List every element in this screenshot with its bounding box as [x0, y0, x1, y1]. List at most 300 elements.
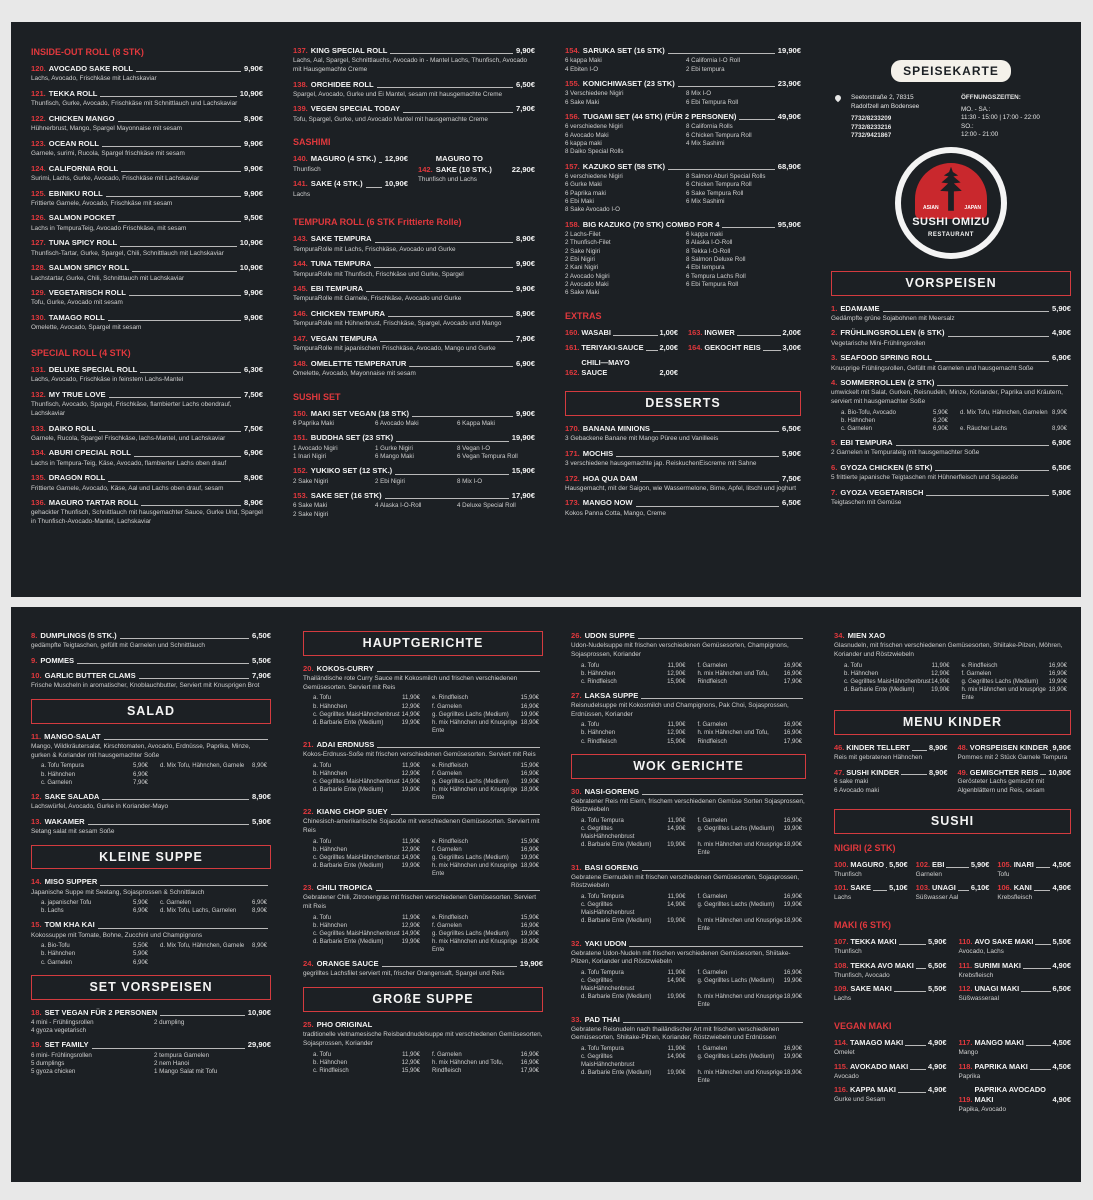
menu-item: [565, 358, 678, 378]
item-description: gedämpfte Teigtaschen, gefüllt mit Garnelen und Schnittlauch: [31, 642, 205, 650]
item-price: 4,90€: [928, 1085, 947, 1095]
item-number: 134.: [31, 448, 46, 458]
item-name: ABURI CPECIAL ROLL: [48, 448, 131, 458]
item-price: 4,90€: [1051, 328, 1071, 338]
item-number: 5.: [831, 438, 838, 448]
price-leader: [136, 71, 241, 72]
option-name: c. Gegrilltes MaisHähnchenbrust: [313, 711, 400, 718]
price-leader: [910, 1069, 926, 1070]
option-name: a. Tofu Tempura: [581, 970, 624, 977]
item-name: LAKSA SUPPE: [584, 690, 639, 700]
item-description: Süßwasser Aal: [915, 894, 959, 902]
item-price: 5,90€: [1051, 303, 1071, 313]
item-name: SET FAMILY: [44, 1040, 89, 1050]
option-price: 17,90€: [783, 738, 802, 745]
item-options: [581, 893, 806, 933]
item-description: umwickelt mit Salat, Gurken, Reisnudeln, Minze, Koriander, Paprika und Kräutern, serviert mit hausgemachter Soße: [831, 389, 1063, 406]
phone-numbers: 7732/8233209 7732/8233216 7732/9421867: [851, 115, 892, 140]
item-price: 5,90€: [781, 448, 801, 458]
item-header: [293, 259, 535, 269]
menu-item: [418, 154, 535, 199]
item-header: [31, 920, 271, 930]
item-name: WASABI: [581, 327, 611, 337]
item-number: 154.: [565, 46, 580, 55]
contents-right: 8 California Rolls 6 Chicken Tempura Roll 4 Mix Sashimi: [686, 123, 752, 147]
menu-item: [293, 104, 535, 124]
item-number: 108.: [834, 960, 849, 970]
option-row: [432, 862, 543, 878]
item-price: 5,90€: [1051, 487, 1071, 497]
item-name: SAKE SET (16 STK): [310, 491, 382, 501]
option-price: 18,90€: [783, 1070, 802, 1077]
item-header: [31, 877, 271, 887]
option-price: 16,90€: [783, 894, 802, 901]
item-name: CHICKEN MANGO: [48, 113, 115, 123]
option-price: 19,90€: [667, 1070, 686, 1077]
option-row: [581, 977, 690, 993]
column-hauptgerichte: [283, 607, 553, 1182]
option-name: f. Garnelen: [432, 703, 462, 710]
contents-cell: 2 Sake Nigiri: [293, 477, 329, 485]
item-header: [831, 488, 1071, 498]
item-options: [844, 662, 1071, 702]
option-name: c. Gegrilltes MaisHähnchenbrust: [313, 930, 400, 937]
item-name: VORSPEISEN KINDER: [969, 742, 1049, 752]
option-row: [160, 907, 271, 915]
option-row: [581, 817, 690, 825]
menu-item: [31, 365, 263, 385]
item-name: SURIMI MAKI: [974, 960, 1021, 970]
item-number: 24.: [303, 959, 314, 969]
column-inside-out-special: [11, 22, 273, 597]
option-name: h. mix Hähnchen und Knusprige Ente: [432, 719, 518, 734]
option-price: 19,90€: [401, 863, 420, 870]
option-row: [313, 1059, 424, 1067]
item-price: 7,90€: [515, 104, 535, 114]
price-leader: [873, 890, 887, 891]
menu-item: [571, 863, 806, 934]
item-header: [31, 288, 263, 298]
section-title: EXTRAS: [565, 310, 602, 321]
item-number: 111.: [958, 960, 973, 970]
option-name: f. Garnelen: [697, 818, 728, 825]
item-number: 105.: [997, 859, 1012, 869]
item-description: Lachs, Aal, Spargel, Schnittlauchs, Avocado in - Mantel Lachs, Thunfisch, Avocado mit Hausgemachte Creme: [293, 57, 528, 73]
contents-cell: 1 Avocado Nigiri 1 Inari Nigiri: [293, 444, 338, 461]
option-name: c. Rindfleisch: [581, 738, 617, 745]
option-price: 15,90€: [520, 762, 539, 769]
option-price: 19,90€: [667, 918, 686, 925]
item-number: 128.: [31, 263, 46, 273]
item-options: [313, 762, 543, 802]
menu-item: [565, 343, 678, 353]
option-row: [160, 771, 271, 779]
item-header: [565, 474, 801, 484]
item-price: 8,90€: [243, 113, 263, 123]
option-row: [844, 686, 954, 702]
option-row: [581, 993, 690, 1009]
price-leader: [894, 991, 926, 992]
option-row: [698, 721, 807, 729]
option-name: h. mix Hähnchen und Knusprige Ente: [432, 787, 518, 802]
option-name: c. Gegrilltes MaisHähnchenbrust: [313, 854, 400, 861]
item-number: 160.: [565, 327, 580, 337]
option-price: 16,90€: [783, 662, 802, 669]
menu-item: [834, 1038, 947, 1058]
item-number: 120.: [31, 64, 46, 74]
price-leader: [948, 336, 1049, 337]
option-row: [581, 721, 690, 729]
menu-item: [303, 1020, 543, 1075]
salad-list: [31, 732, 271, 837]
price-leader: [899, 944, 926, 945]
menu-item: [834, 743, 948, 763]
item-header: [293, 284, 535, 294]
option-price: 8,90€: [1051, 425, 1067, 432]
item-header: [959, 961, 1072, 971]
option-name: f. Garnelen: [432, 1051, 462, 1058]
item-header: [293, 491, 535, 501]
price-leader: [641, 698, 803, 699]
item-name: VEGEN SPECIAL TODAY: [310, 104, 401, 114]
item-name: DUMPLINGS (5 STK.): [40, 631, 117, 640]
item-description: Thunfisch und Lachs: [417, 175, 477, 183]
item-number: 100.: [834, 859, 849, 869]
section-title: SASHIMI: [293, 137, 331, 148]
nigiri-list: [834, 860, 1071, 907]
option-row: [581, 917, 690, 933]
logo-name: SUSHI OMIZU: [912, 215, 990, 228]
item-description: Omelette, Avocado, Spargel mit sesam: [31, 324, 142, 332]
price-leader: [382, 966, 517, 967]
item-price: 15,90€: [511, 466, 535, 476]
item-number: 102.: [915, 859, 931, 869]
option-price: 11,90€: [402, 1051, 420, 1058]
item-header: [959, 937, 1072, 947]
item-description: Tofu, Gurke, Avocado mit sesam: [31, 299, 123, 307]
option-name: g. Gegrilltes Lachs (Medium): [697, 902, 775, 909]
price-leader: [642, 794, 803, 795]
item-name: TEKKA MAKI: [850, 937, 897, 947]
price-leader: [613, 335, 658, 336]
item-price: 10,90€: [239, 238, 263, 248]
price-leader: [640, 481, 779, 482]
item-header: [293, 234, 535, 244]
item-header: [303, 664, 543, 674]
item-price: 7,50€: [781, 473, 801, 483]
item-description: Thunfisch: [834, 870, 862, 878]
item-header: [31, 238, 263, 248]
option-row: [41, 959, 152, 967]
item-description: Reisnudelsuppe mit Kokosmilch und Champignons, Pak Choi, Sojasprossen, Erdnüssen, Koriander: [571, 702, 789, 718]
menu-item: [303, 959, 543, 979]
menu-item: [303, 807, 543, 878]
item-name: TUNA SPICY ROLL: [48, 238, 118, 248]
item-header: [31, 448, 263, 458]
option-price: 12,90€: [401, 770, 420, 777]
item-name: CALIFORNIA ROLL: [48, 163, 119, 173]
price-leader: [100, 96, 236, 97]
price-leader: [623, 1022, 803, 1023]
item-price: 8,90€: [929, 767, 948, 777]
option-price: 16,90€: [783, 722, 802, 729]
item-number: 49.: [957, 767, 968, 777]
option-row: [581, 825, 690, 841]
price-leader: [1034, 890, 1051, 891]
contents-cell: 6 Kappa Maki: [457, 420, 495, 428]
item-price: 9,90€: [515, 46, 535, 55]
item-name: TEKKA ROLL: [48, 89, 98, 99]
item-header: [293, 359, 535, 369]
menu-item: [31, 189, 263, 209]
item-name: MOCHIS: [582, 448, 614, 458]
item-header: [831, 378, 1071, 388]
item-header: [293, 309, 535, 319]
option-name: c. Gegrilltes MaisHähnchenbrust: [844, 678, 931, 685]
item-name: GARLIC BUTTER CLAMS: [44, 671, 136, 681]
price-leader: [739, 119, 774, 120]
option-row: [581, 893, 690, 901]
option-row: [960, 409, 1071, 417]
option-price: 18,90€: [520, 863, 539, 870]
item-price: 2,00€: [659, 367, 678, 377]
contents-right: 4 California I-O Roll 2 Ebi tempura: [686, 57, 740, 73]
section-header-wok: WOK GERICHTE: [571, 754, 806, 779]
menu-item: [831, 304, 1071, 324]
section-title: NIGIRI (2 STK): [834, 842, 896, 853]
section-title: INSIDE-OUT ROLL (8 STK): [31, 47, 144, 57]
section-header-set-vorspeisen: SET VORSPEISEN: [31, 975, 271, 1000]
option-row: [41, 771, 152, 779]
item-header: [565, 79, 801, 89]
section-header-hauptgerichte: HAUPTGERICHTE: [303, 631, 543, 656]
option-name: a. Bio-Tofu, Avocado: [841, 409, 896, 416]
option-name: d. Barbarie Ente (Medium): [313, 939, 384, 946]
item-header: [31, 631, 271, 641]
item-number: 164.: [688, 342, 703, 352]
item-header: [916, 860, 990, 870]
option-row: [432, 719, 543, 735]
option-row: [432, 694, 543, 702]
item-number: 133.: [31, 423, 46, 433]
menu-item: [293, 46, 535, 75]
item-name: DRAGON ROLL: [48, 473, 106, 483]
option-row: [41, 907, 152, 915]
price-leader: [376, 890, 540, 891]
item-description: Avocado: [834, 1072, 859, 1080]
menu-item: [31, 114, 263, 134]
option-row: [313, 703, 424, 711]
option-name: f. Garnelen: [697, 970, 728, 977]
item-header: [831, 438, 1071, 448]
item-name: MANGO-SALAT: [44, 731, 101, 741]
price-leader: [104, 739, 268, 740]
option-name: e. Rindfleisch: [432, 838, 469, 845]
option-price: 11,90€: [667, 662, 686, 669]
item-number: 129.: [31, 288, 46, 298]
menu-item: [831, 463, 1071, 483]
option-name: h. mix Hähnchen und Knusprige Ente: [697, 1070, 783, 1085]
item-header: [834, 860, 908, 870]
kleine-suppe-list: [31, 877, 271, 966]
item-name: ORANGE SAUCE: [316, 959, 379, 969]
item-number: 106.: [997, 883, 1012, 893]
menu-item: [293, 154, 408, 174]
item-description: Mango: [958, 1049, 979, 1057]
item-name: MAGURO TO SAKE (10 STK.): [435, 154, 492, 174]
option-row: [581, 1053, 690, 1069]
option-name: a. Bio-Tofu: [41, 943, 70, 950]
item-name: BANANA MINIONS: [582, 423, 650, 433]
item-name: CHICKEN TEMPURA: [310, 309, 386, 319]
option-name: h. mix Hähnchen und Tofu,: [697, 670, 769, 677]
item-options: [41, 942, 271, 966]
item-price: 68,90€: [777, 161, 801, 171]
menu-item: [959, 984, 1072, 1004]
item-name: INGWER: [704, 327, 735, 337]
item-description: Thunfisch, Gurke, Avocado, Frischkäse mit Schnittlauch und Lachskaviar: [31, 100, 238, 108]
option-row: [41, 950, 152, 958]
option-name: f. Garnelen: [432, 846, 462, 853]
vorspeisen-list-continued: [31, 631, 271, 691]
item-description: Lachs: [293, 190, 311, 198]
option-price: 8,90€: [251, 908, 267, 915]
restaurant-logo: [831, 147, 1071, 259]
item-number: 170.: [565, 423, 580, 433]
option-price: 12,90€: [667, 730, 686, 737]
option-price: 5,50€: [132, 943, 148, 950]
option-row: [698, 662, 807, 670]
item-price: 6,10€: [970, 883, 990, 893]
menu-item: [688, 343, 801, 353]
option-row: [160, 942, 271, 950]
item-name: SUSHI KINDER: [846, 767, 900, 777]
option-name: g. Gegrilltes Lachs (Medium): [432, 930, 509, 937]
price-leader: [668, 53, 775, 54]
item-header: [834, 937, 947, 947]
item-name: TAMAGO ROLL: [48, 313, 105, 323]
item-number: 152.: [293, 466, 308, 476]
option-row: [581, 901, 690, 917]
item-description: Knusprige Frühlingsrollen, Gefüllt mit Garnelen und hausgemacht Soße: [831, 364, 1034, 372]
item-price: 10,90€: [239, 263, 263, 273]
option-row: [432, 922, 543, 930]
item-number: 155.: [565, 78, 580, 88]
option-name: c. Gegrilltes MaisHähnchenbrust: [581, 978, 635, 993]
column-sets-desserts: [545, 22, 811, 597]
item-header: [959, 984, 1072, 994]
item-number: 171.: [565, 448, 580, 458]
option-price: 8,90€: [251, 763, 267, 770]
option-price: 7,90€: [132, 779, 148, 786]
item-header: [997, 883, 1071, 893]
option-row: [962, 678, 1072, 686]
item-header: [31, 189, 263, 199]
option-price: 11,90€: [402, 695, 420, 702]
price-leader: [763, 350, 781, 351]
menu-item: [293, 80, 535, 100]
menu-item: [293, 491, 535, 519]
item-number: 124.: [31, 163, 46, 173]
price-leader: [722, 227, 774, 228]
menu-item: [293, 334, 535, 354]
price-leader: [121, 171, 241, 172]
price-leader: [737, 335, 781, 336]
item-header: [997, 860, 1071, 870]
section-title: SPECIAL ROLL (4 STK): [31, 347, 131, 358]
contents-cell: 8 Mix I-O: [457, 477, 483, 485]
item-name: MIEN XAO: [847, 631, 886, 640]
contents-left: 6 verschiedene Nigiri 6 Gurke Maki 6 Paprika maki 6 Ebi Maki 8 Sake Avocado I-O: [565, 172, 623, 214]
item-name: POMMES: [40, 655, 75, 665]
option-name: b. Hähnchen: [41, 771, 76, 778]
option-price: 15,90€: [520, 914, 539, 921]
menu-item: [916, 860, 990, 880]
item-price: 6,50€: [251, 631, 271, 640]
item-description: Gebratene Udon-Nudeln mit frischen verschiedenen Gemüsesorten, Shiitake-Pilzen, Koriander und Röstzwiebeln: [571, 949, 791, 966]
option-row: [313, 778, 424, 786]
menu-item: [959, 1062, 1072, 1082]
item-header: [31, 64, 263, 74]
address: Seetorstraße 2, 78315 Radolfzell am Bodensee: [851, 94, 920, 110]
option-row: [313, 786, 424, 802]
option-name: b. Hähnchen: [41, 951, 76, 958]
price-leader: [109, 397, 241, 398]
item-header: [31, 89, 263, 99]
option-price: 18,90€: [520, 719, 539, 726]
price-leader: [120, 246, 237, 247]
item-name: CHILI TROPICA: [316, 883, 373, 893]
item-header: [31, 139, 263, 149]
menu-item: [31, 473, 263, 493]
menu-item: [293, 179, 408, 199]
item-number: 123.: [31, 138, 46, 148]
item-header: [831, 328, 1071, 338]
item-header: [565, 424, 801, 434]
option-price: 19,90€: [667, 994, 686, 1001]
option-row: [581, 738, 690, 746]
item-name: MAGURO (4 STK.): [310, 154, 377, 164]
price-leader: [1030, 1069, 1051, 1070]
option-row: [432, 786, 543, 802]
section-title: VEGAN MAKI: [834, 1021, 892, 1032]
option-price: 6,90€: [251, 900, 267, 907]
item-number: 14.: [31, 877, 42, 887]
item-description: Setang salat mit sesam Soße: [31, 827, 115, 835]
item-name: MISO SUPPER: [44, 877, 98, 887]
menu-item: [834, 1085, 947, 1115]
item-name: AVO SAKE MAKI: [974, 937, 1034, 947]
option-row: [160, 959, 271, 967]
option-price: 17,90€: [520, 1067, 539, 1074]
option-price: 18,90€: [783, 918, 802, 925]
contents-right: 6 kappa maki 8 Alaska I-O-Roll 8 Tekka I-O-Roll 8 Salmon Deluxe Roll 4 Ebi tempura 6 Tempura Lachs Roll 6 Ebi Tempura Roll: [686, 230, 746, 289]
option-price: 12,90€: [401, 1059, 420, 1066]
section-header-salad: SALAD: [31, 699, 271, 724]
item-header: [565, 112, 801, 122]
set-vorspeisen-list: [31, 1008, 271, 1077]
item-name: KING SPECIAL ROLL: [310, 46, 388, 55]
item-number: 48.: [957, 742, 968, 752]
price-leader: [638, 638, 803, 639]
menu-item: [831, 378, 1071, 433]
item-price: 9,90€: [243, 288, 263, 298]
item-description: Avocado, Lachs: [958, 948, 1004, 956]
opening-hours: MO. - SA.: 11:30 - 15:00 | 17:00 - 22:00 SO.: 12:00 - 21:00: [961, 105, 1040, 139]
item-name: MAGURO: [850, 859, 885, 869]
option-row: [160, 779, 271, 787]
option-price: 5,90€: [132, 900, 148, 907]
